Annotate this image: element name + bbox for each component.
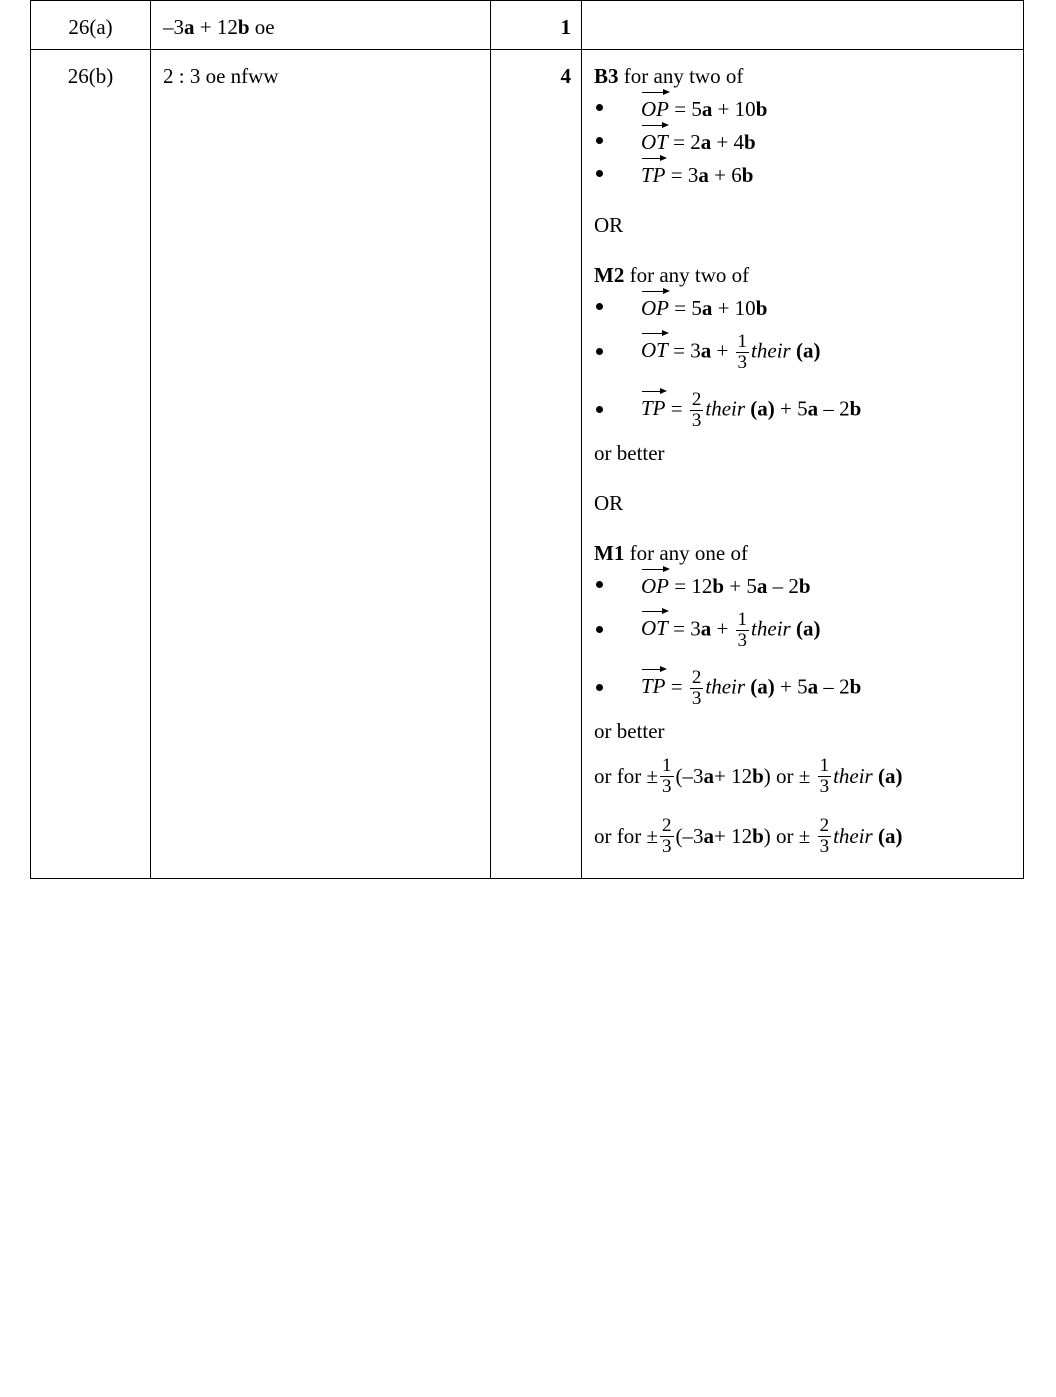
bullet-item: OT = 2a + 4b <box>594 124 1011 157</box>
marks-cell <box>491 50 582 879</box>
marks-cell <box>491 1 582 50</box>
or-separator: OR <box>594 213 624 237</box>
m2-heading: M2 for any two of <box>594 263 750 287</box>
or-for-two-thirds: or for ± $\frac{2}{3}$ (–3 a + 12 b ) or ± $\frac{2}{3}$ their (a) <box>594 814 903 857</box>
bullet-item: OT = 3a + $\frac{1}{3}$ their (a) <box>641 608 821 651</box>
answer-cell <box>151 1 491 50</box>
or-for-one-third: or for ± $\frac{1}{3}$ (–3 a + 12 b ) or ± $\frac{1}{3}$ their (a) <box>594 754 903 797</box>
guidance-cell <box>582 50 1024 879</box>
question-number: 26(a) <box>68 15 113 39</box>
bullet-item: TP = $\frac{2}{3}$ their (a) + 5a – 2b <box>641 666 862 709</box>
bullet-item: OP = 12b + 5a – 2b <box>594 568 1011 601</box>
table-row <box>31 50 1024 879</box>
bullet-item: TP = $\frac{2}{3}$ their (a) + 5a – 2b <box>641 388 862 431</box>
or-better-text: or better <box>594 719 665 743</box>
marks-value: 1 <box>560 15 571 39</box>
mark-scheme-table <box>30 0 1024 879</box>
bullet-item: OP = 5a + 10b <box>594 91 1011 124</box>
question-cell <box>31 1 151 50</box>
or-better-text: or better <box>594 441 665 465</box>
guidance-cell <box>582 1 1024 50</box>
guidance-text <box>582 50 1023 878</box>
question-cell <box>31 50 151 879</box>
m1-heading: M1 for any one of <box>594 541 748 565</box>
table-row <box>31 1 1024 50</box>
bullet-item: TP = 3a + 6b <box>594 157 1011 190</box>
question-number: 26(b) <box>67 64 114 88</box>
answer-text: –3a + 12b oe <box>163 15 275 39</box>
or-separator: OR <box>594 491 624 515</box>
b3-heading: B3 for any two of <box>594 64 744 88</box>
answer-text: 2 : 3 oe nfww <box>163 64 279 88</box>
marks-value: 4 <box>560 64 571 88</box>
answer-cell <box>151 50 491 879</box>
bullet-item: OT = 3a + $\frac{1}{3}$ their (a) <box>641 330 821 373</box>
bullet-item: OP = 5a + 10b <box>594 290 1011 323</box>
